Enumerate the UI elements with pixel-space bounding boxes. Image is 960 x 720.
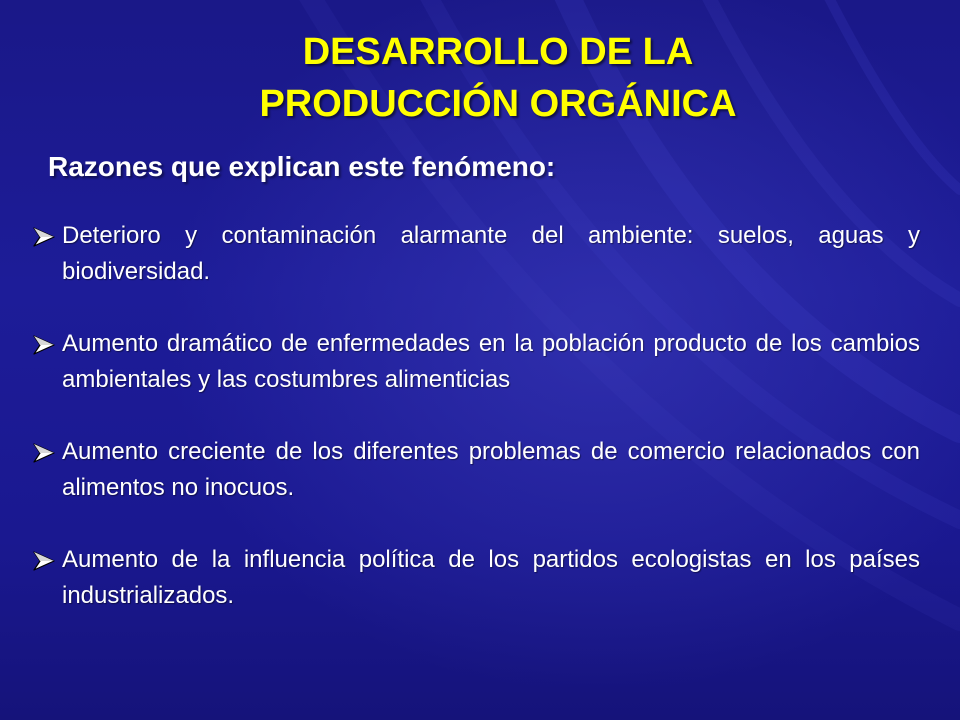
bullet-item xyxy=(32,218,920,290)
arrowhead-bullet-icon xyxy=(32,443,56,463)
bullet-item xyxy=(32,326,920,398)
slide-subtitle: Razones que explican este fenómeno: xyxy=(48,151,556,182)
bullet-list xyxy=(32,218,920,614)
bullet-item xyxy=(32,542,920,614)
arrowhead-bullet-icon xyxy=(32,551,56,571)
bullet-text: Aumento dramático de enfermedades en la población producto de los cambios ambientales y las costumbres alimenticias xyxy=(62,330,920,393)
bullet-text: Aumento de la influencia política de los partidos ecologistas en los países industrializados. xyxy=(62,546,920,609)
bullet-text: Deterioro y contaminación alarmante del ambiente: suelos, aguas y biodiversidad. xyxy=(62,222,920,285)
arrowhead-bullet-icon xyxy=(32,227,56,247)
slide-title-line-2: PRODUCCIÓN ORGÁNICA xyxy=(259,83,737,125)
arrowhead-bullet-icon xyxy=(32,335,56,355)
slide-title-line-1: DESARROLLO DE LA xyxy=(302,31,694,73)
slide-title xyxy=(0,26,960,130)
bullet-text: Aumento creciente de los diferentes problemas de comercio relacionados con alimentos no inocuos. xyxy=(62,438,920,501)
bullet-item xyxy=(32,434,920,506)
